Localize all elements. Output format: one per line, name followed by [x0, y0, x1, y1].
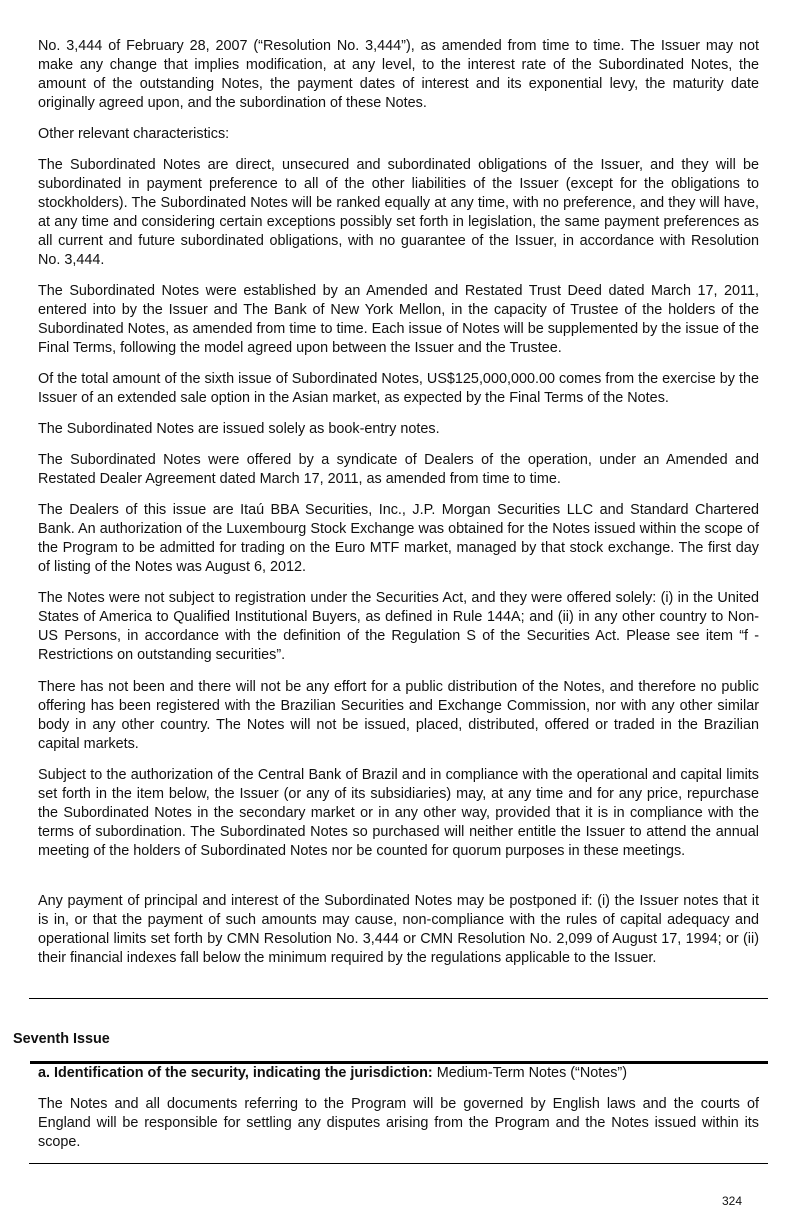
paragraph-repurchase: Subject to the authorization of the Central Bank of Brazil and in compliance with the operational and capital limits set forth in the item below, the Issuer (or any of its subsidiaries) may, at any time and for any price, repurchase the Subordinated Notes in the secondary market or in any other way, provided that it is in compliance with the terms of subordination. The Subordinated Notes so purchased will neither entitle the Issuer to attend the annual meeting of the holders of Subordinated Notes nor be counted for quorum purposes in these meetings. [38, 767, 759, 859]
item-a-value: Medium-Term Notes (“Notes”) [432, 1065, 628, 1081]
page-number: 324 [722, 1194, 743, 1208]
section-heading-seventh-issue: Seventh Issue [13, 1031, 110, 1047]
paragraph-securities-act: The Notes were not subject to registration under the Securities Act, and they were offered solely: (i) in the United States of America to Qualified Institutional Buyers, as defined in Rule 144A; and (ii) in any other country to Non-US Persons, in accordance with the definition of the Regulation S of the Securities Act. Please see item “f - Restrictions on outstanding securities”. [38, 590, 759, 663]
item-a-identification [38, 1064, 759, 1083]
section-divider [29, 998, 768, 999]
paragraph-subordinated-obligations: The Subordinated Notes are direct, unsecured and subordinated obligations of the Issuer, and they will be subordinated in payment preference to all of the other liabilities of the Issuer (except for the obligations to stockholders). The Subordinated Notes will be ranked equally at any time, with no preference, and they will have, at any time and considering certain exceptions possibly set forth in legislation, the same payment preferences as all current and future subordinated obligations, with no guarantee of the Issuer, in accordance with Resolution No. 3,444. [38, 157, 759, 268]
paragraph-book-entry: The Subordinated Notes are issued solely as book-entry notes. [38, 421, 440, 437]
paragraph-trust-deed: The Subordinated Notes were established by an Amended and Restated Trust Deed dated March 17, 2011, entered into by the Issuer and The Bank of New York Mellon, in the capacity of Trustee of the holders of the Subordinated Notes, as amended from time to time. Each issue of Notes will be supplemented by the issue of the Final Terms, following the model agreed upon between the Issuer and the Trustee. [38, 283, 759, 356]
item-a-bottom-rule [29, 1163, 768, 1164]
paragraph-payment-postponement: Any payment of principal and interest of the Subordinated Notes may be postponed if: (i) the Issuer notes that it is in, or that the payment of such amounts may cause, non-compliance with the rules of capital adequacy and operational limits set forth by CMN Resolution No. 3,444 or CMN Resolution No. 2,099 of August 17, 1994; or (ii) their financial indexes fall below the minimum required by the regulations applicable to the Issuer. [38, 893, 759, 966]
paragraph-public-distribution: There has not been and there will not be any effort for a public distribution of the Notes, and therefore no public offering has been registered with the Brazilian Securities and Exchange Commission, nor with any other similar body in any other country. The Notes will not be issued, placed, distributed, offered or traded in the Brazilian capital markets. [38, 679, 759, 752]
paragraph-dealers: The Dealers of this issue are Itaú BBA Securities, Inc., J.P. Morgan Securities LLC and Standard Chartered Bank. An authorization of the Luxembourg Stock Exchange was obtained for the Notes issued within the scope of the Program to be admitted for trading on the Euro MTF market, managed by that stock exchange. The first day of listing of the Notes was August 6, 2012. [38, 502, 759, 575]
paragraph-other-characteristics: Other relevant characteristics: [38, 126, 230, 142]
paragraph-sixth-issue-amount: Of the total amount of the sixth issue of Subordinated Notes, US$125,000,000.00 comes from the exercise by the Issuer of an extended sale option in the Asian market, as expected by the Final Terms of the Notes. [38, 371, 759, 406]
paragraph-resolution-intro: No. 3,444 of February 28, 2007 (“Resolution No. 3,444”), as amended from time to time. The Issuer may not make any change that implies modification, at any level, to the interest rate of the Subordinated Notes, the amount of the outstanding Notes, the payment dates of interest and its exponential levy, the maturity date originally agreed upon, and the subordination of these Notes. [38, 38, 759, 111]
item-a-label: a. Identification of the security, indicating the jurisdiction: [38, 1065, 433, 1081]
paragraph-governing-law: The Notes and all documents referring to the Program will be governed by English laws and the courts of England will be responsible for settling any disputes arising from the Program and the Notes issued within its scope. [38, 1096, 759, 1150]
paragraph-dealer-agreement: The Subordinated Notes were offered by a syndicate of Dealers of the operation, under an Amended and Restated Dealer Agreement dated March 17, 2011, as amended from time to time. [38, 452, 759, 487]
